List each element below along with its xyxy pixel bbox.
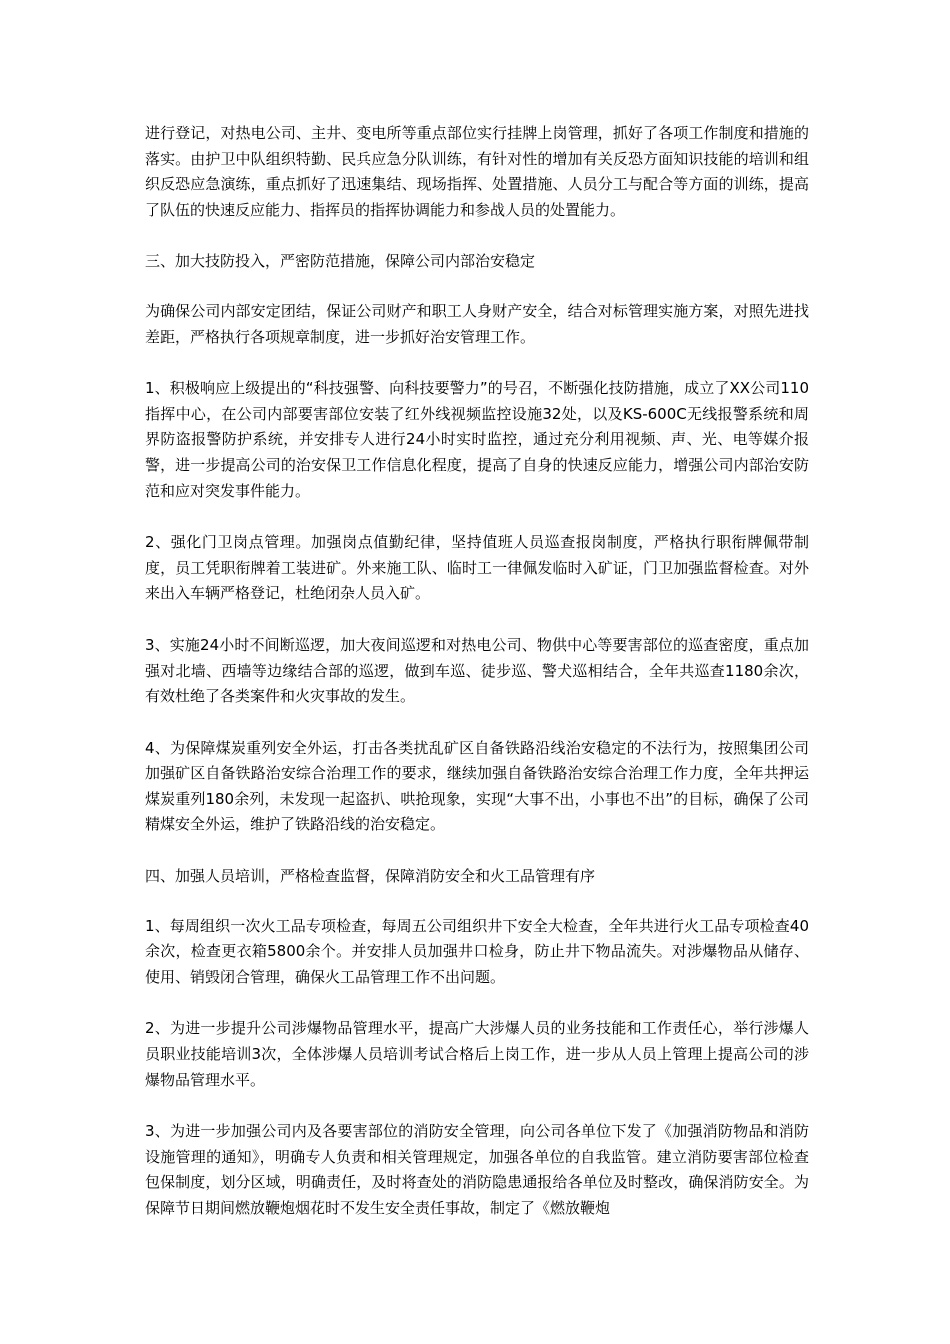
paragraph-terror-training: 进行登记，对热电公司、主井、变电所等重点部位实行挂牌上岗管理，抓好了各项工作制度和措施的落实。由护卫中队组织特勤、民兵应急分队训练，有针对性的增加有关反恐方面知识技能的培训和组织反恐应急演练，重点抓好了迅速集结、现场指挥、处置措施、人员分工与配合等方面的训练，提高了队伍的快速反应能力、指挥员的指挥协调能力和参战人员的处置能力。: [145, 124, 809, 219]
document-body: [145, 121, 809, 1248]
paragraph-item-1-tech-defense: 1、积极响应上级提出的“科技强警、向科技要警力”的号召，不断强化技防措施，成立了XX公司110指挥中心，在公司内部要害部位安装了红外线视频监控设施32处，以及KS-600C无线报警系统和周界防盗报警防护系统，并安排专人进行24小时实时监控，通过充分利用视频、声、光、电等媒介报警，进一步提高公司的治安保卫工作信息化程度，提高了自身的快速反应能力，增强公司内部治安防范和应对突发事件能力。: [145, 379, 809, 500]
paragraph-item-2-explosives-training: 2、为进一步提升公司涉爆物品管理水平，提高广大涉爆人员的业务技能和工作责任心，举行涉爆人员职业技能培训3次，全体涉爆人员培训考试合格后上岗工作，进一步从人员上管理上提高公司的涉爆物品管理水平。: [145, 1019, 809, 1089]
section-heading-three: 三、加大技防投入，严密防范措施，保障公司内部治安稳定: [145, 252, 536, 271]
paragraph-item-1-explosives-check: 1、每周组织一次火工品专项检查，每周五公司组织井下安全大检查，全年共进行火工品专项检查40余次，检查更衣箱5800余个。并安排人员加强井口检身，防止井下物品流失。对涉爆物品从储存、使用、销毁闭合管理，确保火工品管理工作不出问题。: [145, 916, 809, 986]
paragraph-security-intro: 为确保公司内部安定团结，保证公司财产和职工人身财产安全，结合对标管理实施方案，对照先进找差距，严格执行各项规章制度，进一步抓好治安管理工作。: [145, 301, 809, 346]
section-heading-four: 四、加强人员培训，严格检查监督，保障消防安全和火工品管理有序: [145, 867, 596, 886]
paragraph-item-3-fire-safety: 3、为进一步加强公司内及各要害部位的消防安全管理，向公司各单位下发了《加强消防物品和消防设施管理的通知》，明确专人负责和相关管理规定，加强各单位的自我监管。建立消防要害部位检查包保制度，划分区域，明确责任，及时将查处的消防隐患通报给各单位及时整改，确保消防安全。为保障节日期间燃放鞭炮烟花时不发生安全责任事故，制定了《燃放鞭炮: [145, 1122, 809, 1217]
paragraph-item-2-gate-guard: 2、强化门卫岗点管理。加强岗点值勤纪律，坚持值班人员巡查报岗制度，严格执行职衔牌佩带制度，员工凭职衔牌着工装进矿。外来施工队、临时工一律佩发临时入矿证，门卫加强监督检查。对外来出入车辆严格登记，杜绝闭杂人员入矿。: [145, 533, 809, 603]
paragraph-item-3-patrol: 3、实施24小时不间断巡逻，加大夜间巡逻和对热电公司、物供中心等要害部位的巡查密度，重点加强对北墙、西墙等边缘结合部的巡逻，做到车巡、徒步巡、警犬巡相结合，全年共巡查1180余次，有效杜绝了各类案件和火灾事故的发生。: [145, 635, 809, 706]
paragraph-item-4-railway: 4、为保障煤炭重列安全外运，打击各类扰乱矿区自备铁路沿线治安稳定的不法行为，按照集团公司加强矿区自备铁路治安综合治理工作的要求，继续加强自备铁路治安综合治理工作力度，全年共押运煤炭重列180余列，未发现一起盗扒、哄抢现象，实现“大事不出，小事也不出”的目标，确保了公司精煤安全外运，维护了铁路沿线的治安稳定。: [145, 738, 809, 834]
